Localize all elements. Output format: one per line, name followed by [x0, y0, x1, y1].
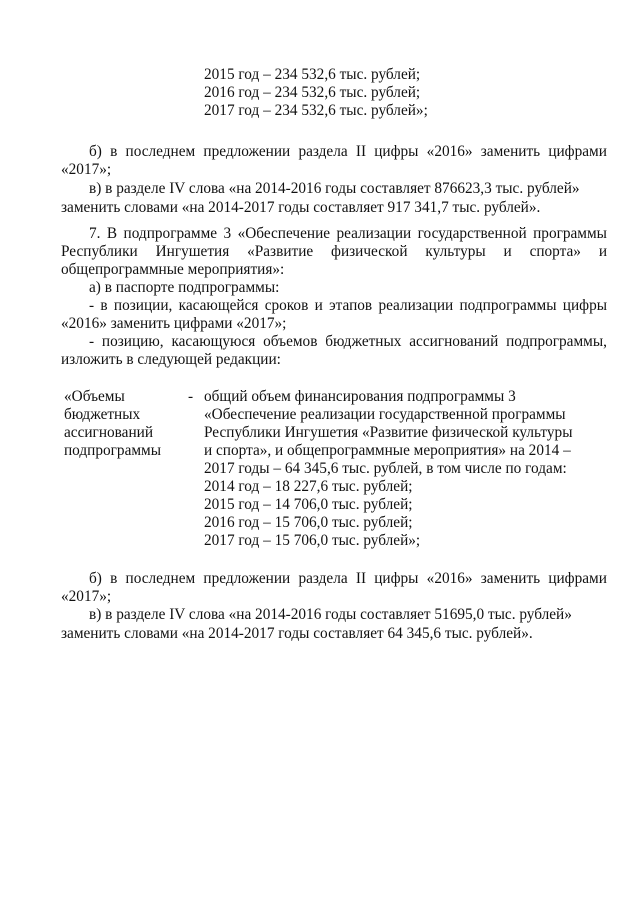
table-content-line1: общий объем финансирования подпрограммы 3 — [204, 388, 516, 405]
table-label-line4: подпрограммы — [64, 442, 162, 459]
paragraph2-v-line2: заменить словами «на 2014-2017 годы составляет 64 345,6 тыс. рублей». — [61, 625, 533, 642]
word: 3 — [223, 225, 232, 242]
word: в — [100, 297, 108, 314]
paragraph2-b-line2: «2017»; — [61, 588, 112, 605]
word: подпрограмме — [123, 225, 218, 242]
word: государственной — [417, 225, 527, 242]
word: В — [106, 225, 118, 242]
word: Республики — [61, 243, 138, 260]
section7-pos2-line1 — [89, 333, 607, 351]
word: II — [355, 143, 367, 160]
paragraph2-b-line1 — [89, 570, 607, 588]
section7-line2 — [61, 243, 607, 261]
word: и — [314, 297, 323, 314]
paragraph-b-line2: «2017»; — [61, 161, 112, 178]
word: касающуюся — [171, 333, 256, 350]
table-content-line4: и спорта», и общепрограммные мероприятия» на 2014 – — [204, 442, 571, 459]
word: раздела — [298, 570, 348, 587]
word: и — [503, 243, 512, 260]
year-2017-line: 2017 год – 234 532,6 тыс. рублей»; — [204, 102, 428, 119]
table-label-line3: ассигнований — [64, 424, 154, 441]
word: цифрами — [548, 143, 607, 160]
word: б) — [89, 143, 102, 160]
section7-line3: общепрограммные мероприятия»: — [61, 261, 285, 278]
word: Ингушетия — [155, 243, 230, 260]
paragraph-v-line1: в) в разделе IV слова «на 2014-2016 годы составляет 876623,3 тыс. рублей» — [89, 180, 580, 197]
word: объемов — [263, 333, 318, 350]
word: реализации — [336, 225, 412, 242]
word: подпрограммы — [459, 297, 557, 314]
word: этапов — [329, 297, 373, 314]
word: цифры — [562, 297, 607, 314]
section7-pos1-line1 — [89, 297, 607, 315]
word: 7. — [89, 225, 101, 242]
word: касающейся — [178, 297, 259, 314]
word: «2016» — [426, 570, 473, 587]
word: позиции, — [113, 297, 173, 314]
word: и — [598, 243, 607, 260]
word: подпрограммы, — [506, 333, 607, 350]
word: «2016» — [426, 143, 473, 160]
word: последнем — [125, 143, 196, 160]
word: бюджетных — [325, 333, 402, 350]
section7-pos2-line2: изложить в следующей редакции: — [61, 351, 281, 368]
word: в — [110, 143, 118, 160]
word: физической — [331, 243, 408, 260]
word: заменить — [480, 143, 541, 160]
word: позицию, — [101, 333, 164, 350]
word: цифры — [374, 143, 419, 160]
section7-line1 — [89, 225, 607, 243]
table-content-line2: «Обеспечение реализации государственной программы — [204, 406, 566, 423]
table-label-line2: бюджетных — [64, 406, 141, 423]
table-content-line3: Республики Ингушетия «Развитие физической культуры — [204, 424, 573, 441]
word: ассигнований — [409, 333, 499, 350]
word: - — [89, 333, 95, 350]
table-content-year-2014: 2014 год – 18 227,6 тыс. рублей; — [204, 478, 413, 495]
table-content-year-2015: 2015 год – 14 706,0 тыс. рублей; — [204, 496, 413, 513]
table-dash: - — [188, 388, 194, 405]
word: раздела — [298, 143, 348, 160]
word: «Обеспечение — [237, 225, 331, 242]
table-content-year-2016: 2016 год – 15 706,0 тыс. рублей; — [204, 514, 413, 531]
word: реализации — [378, 297, 454, 314]
paragraph-v-line2: заменить словами «на 2014-2017 годы составляет 917 341,7 тыс. рублей». — [61, 199, 541, 216]
section7-a-line: а) в паспорте подпрограммы: — [89, 279, 280, 296]
word: культуры — [425, 243, 486, 260]
paragraph-b-line1 — [89, 143, 607, 161]
word: цифрами — [548, 570, 607, 587]
section7-pos1-line2: «2016» заменить цифрами «2017»; — [61, 315, 287, 332]
word: - — [89, 297, 95, 314]
word: цифры — [374, 570, 419, 587]
word: предложении — [203, 570, 291, 587]
year-2016-line: 2016 год – 234 532,6 тыс. рублей; — [204, 84, 421, 101]
word: заменить — [480, 570, 541, 587]
word: программы — [533, 225, 607, 242]
word: последнем — [125, 570, 196, 587]
paragraph2-v-line1: в) в разделе IV слова «на 2014-2016 годы составляет 51695,0 тыс. рублей» — [89, 606, 572, 623]
word: б) — [89, 570, 102, 587]
table-content-line5: 2017 годы – 64 345,6 тыс. рублей, в том числе по годам: — [204, 460, 567, 477]
word: в — [110, 570, 118, 587]
word: спорта» — [529, 243, 581, 260]
year-2015-line: 2015 год – 234 532,6 тыс. рублей; — [204, 66, 421, 83]
word: «Развитие — [247, 243, 314, 260]
word: сроков — [264, 297, 309, 314]
word: II — [355, 570, 367, 587]
word: предложении — [203, 143, 291, 160]
table-content-year-2017: 2017 год – 15 706,0 тыс. рублей»; — [204, 532, 421, 549]
table-label-line1: «Объемы — [64, 388, 125, 405]
